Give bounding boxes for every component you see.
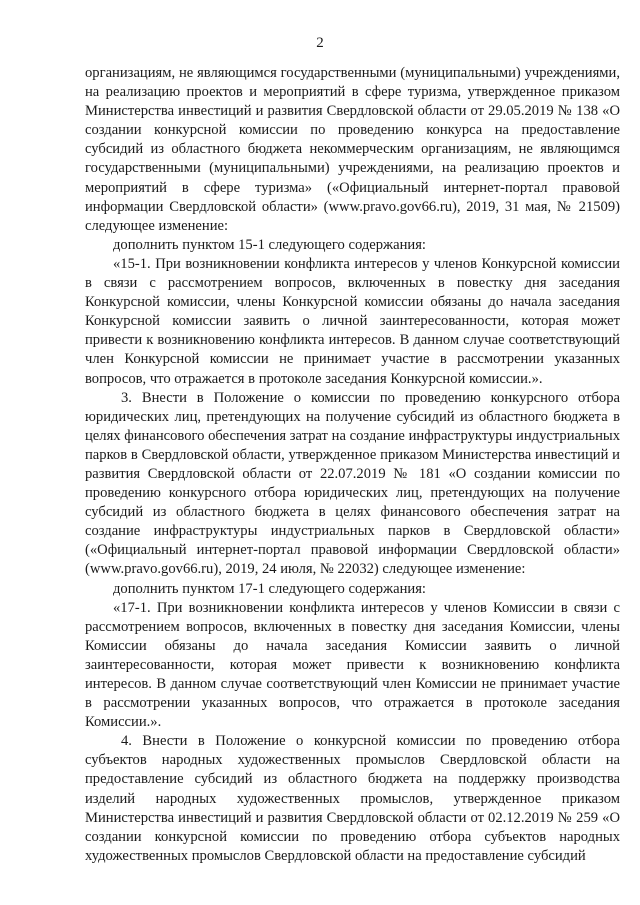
paragraph-clause-17-1: «17-1. При возникновении конфликта интересов у членов Комиссии в связи с рассмотрением вопросов, включенных в повестку дня заседания Комиссии, члены Комиссии обязаны до начала заседания Комиссии заявить о личной заинтересованности, которая может привести к возникновению конфликта интересов. В данном случае соответствующий член Комиссии не принимает участие в рассмотрении указанных вопросов, что отражается в протоколе заседания Комиссии.». bbox=[85, 599, 620, 731]
paragraph-item-3: 3. Внести в Положение о комиссии по проведению конкурсного отбора юридических лиц, претендующих на получение субсидий из областного бюджета в целях финансового обеспечения затрат на создание инфраструктуры индустриальных парков в Свердловской области, утвержденное приказом Министерства инвестиций и развития Свердловской области от 22.07.2019 № 181 «О создании комиссии по проведению конкурсного отбора юридических лиц, претендующих на получение субсидий из областного бюджета в целях финансового обеспечения затрат на создание инфраструктуры индустриальных парков в Свердловской области» («Официальный интернет-портал правовой информации Свердловской области» (www.pravo.gov66.ru), 2019, 24 июля, № 22032) следующее изменение: bbox=[85, 389, 620, 578]
page-number: 2 bbox=[316, 35, 324, 51]
paragraph-amendment-intro-15-1: дополнить пунктом 15-1 следующего содержания: bbox=[113, 236, 426, 253]
paragraph-clause-15-1: «15-1. При возникновении конфликта интересов у членов Конкурсной комиссии в связи с рассмотрением вопросов, включенных в повестку дня заседания Конкурсной комиссии, члены Конкурсной комиссии обязаны до начала заседания Конкурсной комиссии заявить о личной заинтересованности, которая может привести к возникновению конфликта интересов. В данном случае соответствующий член Конкурсной комиссии не принимает участие в рассмотрении указанных вопросов, что отражается в протоколе заседания Конкурсной комиссии.». bbox=[85, 255, 620, 387]
paragraph-item-4: 4. Внести в Положение о конкурсной комиссии по проведению отбора субъектов народных художественных промыслов Свердловской области на предоставление субсидий из областного бюджета на поддержку производства изделий народных художественных промыслов, утвержденное приказом Министерства инвестиций и развития Свердловской области от 02.12.2019 № 259 «О создании конкурсной комиссии по проведению отбора субъектов народных художественных промыслов Свердловской области на предоставление субсидий bbox=[85, 733, 620, 864]
paragraph-continuation: организациям, не являющимся государственными (муниципальными) учреждениями, на реализацию проектов и мероприятий в сфере туризма, утвержденное приказом Министерства инвестиций и развития Свердловской области от 29.05.2019 № 138 «О создании конкурсной комиссии по проведению конкурса на предоставление субсидий из областного бюджета некоммерческим организациям, не являющимся государственными (муниципальными) учреждениями, на реализацию проектов и мероприятий в сфере туризма» («Официальный интернет-портал правовой информации Свердловской области» (www.pravo.gov66.ru), 2019, 31 мая, № 21509) следующее изменение: bbox=[85, 65, 620, 234]
paragraph-amendment-intro-17-1: дополнить пунктом 17-1 следующего содержания: bbox=[113, 580, 426, 597]
document-body bbox=[85, 64, 620, 866]
